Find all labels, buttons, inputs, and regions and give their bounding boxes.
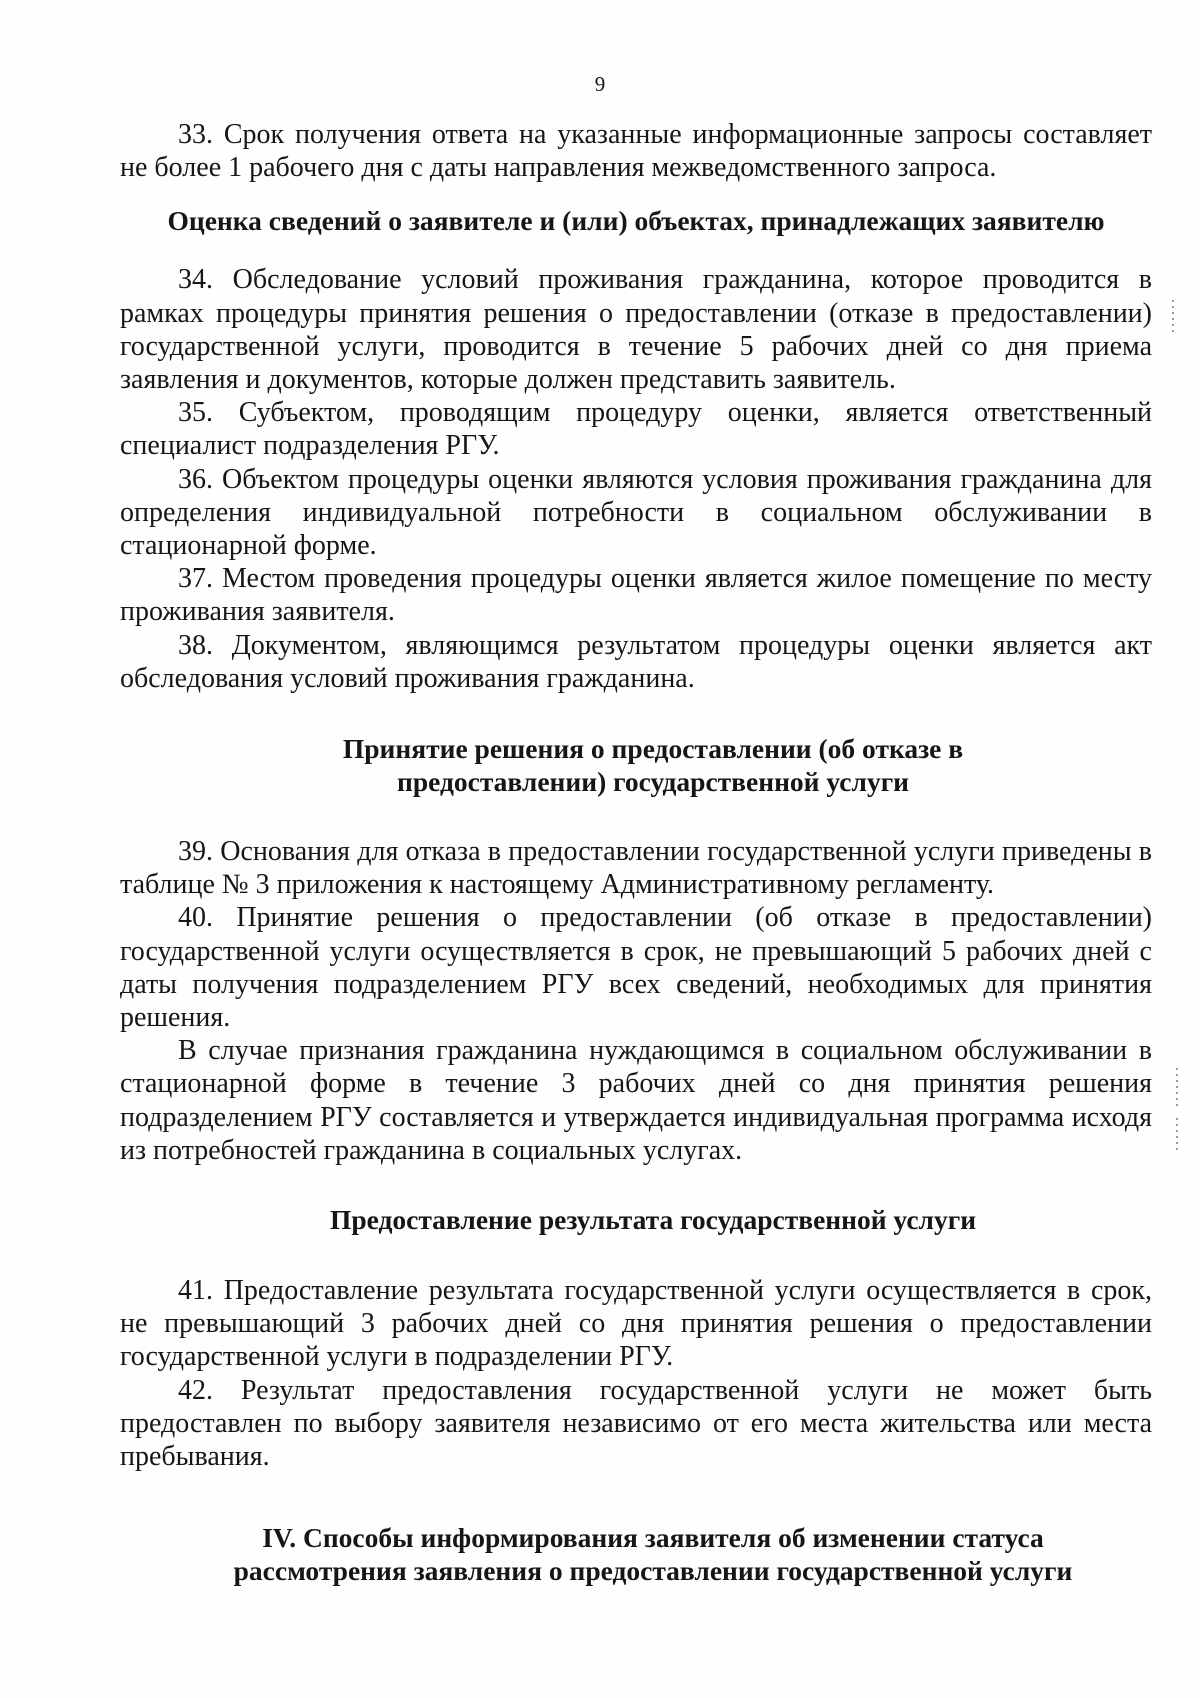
scan-margin-mark [1176, 1068, 1178, 1108]
paragraph-36: 36. Объектом процедуры оценки являются условия проживания гражданина для определения индивидуальной потребности в социальном обслуживании в стационарной форме. [120, 463, 1152, 562]
paragraph-33: 33. Срок получения ответа на указанные информационные запросы составляет не более 1 рабочего дня с даты направления межведомственного запроса. [120, 119, 1152, 184]
section-heading-decision-line-2: предоставлении) государственной услуги [396, 766, 910, 798]
section-heading-assessment: Оценка сведений о заявителе и (или) объектах, принадлежащих заявителю [167, 205, 1105, 237]
section-heading-result: Предоставление результата государственной услуги [329, 1204, 977, 1236]
paragraph-39: 39. Основания для отказа в предоставлении государственной услуги приведены в таблице № 3 приложения к настоящему Административному регламенту. [120, 836, 1152, 901]
page-number: 9 [594, 72, 606, 96]
section-heading-decision-line-1: Принятие решения о предоставлении (об отказе в [342, 733, 964, 765]
scan-margin-mark [1172, 300, 1174, 334]
section-heading-iv [120, 1521, 1152, 1587]
paragraph-37: 37. Местом проведения процедуры оценки является жилое помещение по месту проживания заявителя. [120, 563, 1152, 628]
section-heading-iv-line-1: IV. Способы информирования заявителя об изменении статуса [262, 1522, 1044, 1554]
paragraph-34: 34. Обследование условий проживания гражданина, которое проводится в рамках процедуры принятия решения о предоставлении (отказе в предоставлении) государственной услуги, проводится в течение 5 рабочих дней со дня приема заявления и документов, которые должен представить заявитель. [120, 264, 1152, 396]
paragraph-41: 41. Предоставление результата государственной услуги осуществляется в срок, не превышающий 3 рабочих дней со дня принятия решения о предоставлении государственной услуги в подразделении РГУ. [120, 1275, 1152, 1373]
section-heading-decision [120, 732, 1152, 798]
paragraph-40: 40. Принятие решения о предоставлении (об отказе в предоставлении) государственной услуги осуществляется в срок, не превышающий 5 рабочих дней с даты получения подразделением РГУ всех сведений, необходимых для принятия решения. [120, 902, 1152, 1034]
scan-margin-mark [1176, 1118, 1178, 1152]
paragraph-42: 42. Результат предоставления государственной услуги не может быть предоставлен по выбору заявителя независимо от его места жительства или места пребывания. [120, 1374, 1152, 1473]
paragraph-40-continuation: В случае признания гражданина нуждающимся в социальном обслуживании в стационарной форме в течение 3 рабочих дней со дня принятия решения подразделением РГУ составляется и утверждается индивидуальная программа исходя из потребностей гражданина в социальных услугах. [120, 1035, 1152, 1166]
document-body [120, 118, 1152, 1587]
section-heading-iv-line-2: рассмотрения заявления о предоставлении государственной услуги [233, 1555, 1073, 1587]
paragraph-38: 38. Документом, являющимся результатом процедуры оценки является акт обследования условий проживания гражданина. [120, 629, 1152, 694]
paragraph-35: 35. Субъектом, проводящим процедуру оценки, является ответственный специалист подразделения РГУ. [120, 397, 1152, 462]
